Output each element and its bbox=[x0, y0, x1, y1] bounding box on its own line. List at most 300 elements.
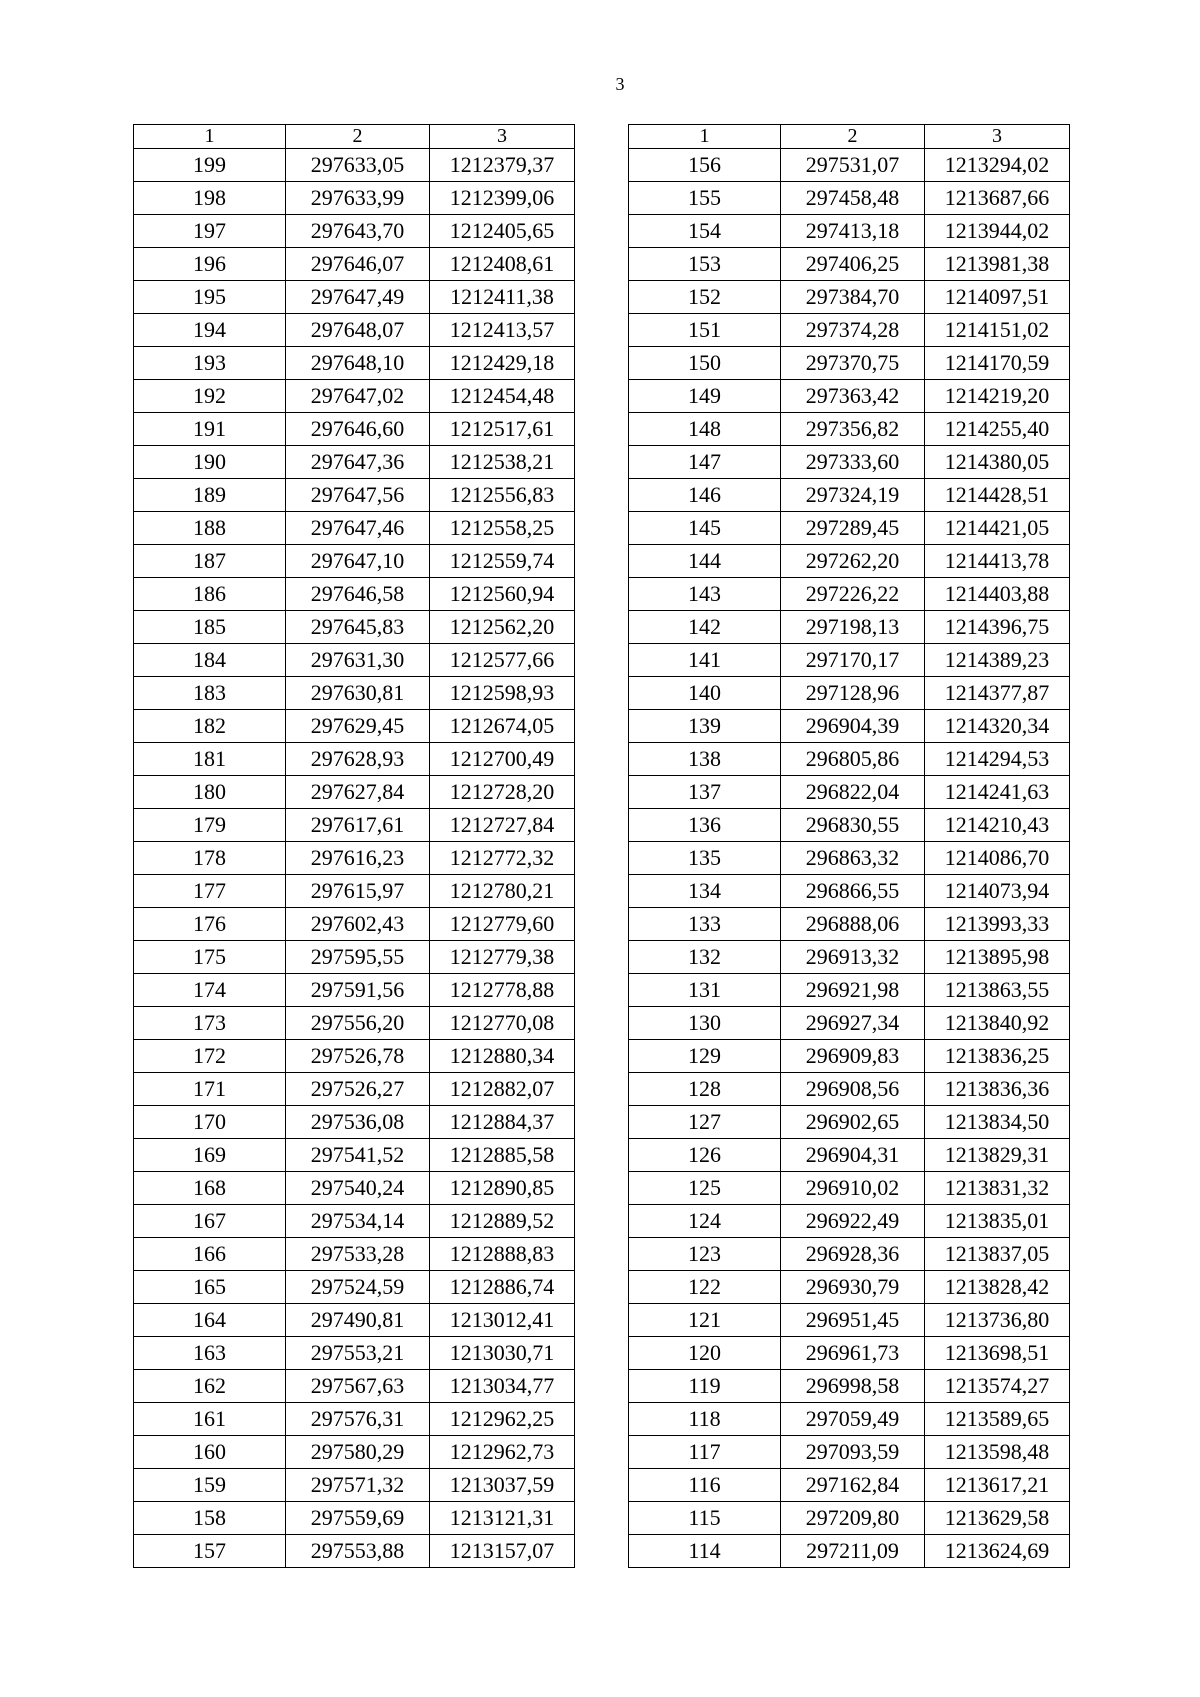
point-number-cell: 191 bbox=[134, 413, 286, 446]
x-coordinate-cell: 297615,97 bbox=[286, 875, 430, 908]
y-coordinate-cell: 1212379,37 bbox=[430, 149, 575, 182]
x-coordinate-cell: 297647,56 bbox=[286, 479, 430, 512]
table-row bbox=[629, 182, 1070, 215]
coordinates-table-left bbox=[133, 124, 575, 1568]
point-number-cell: 155 bbox=[629, 182, 781, 215]
y-coordinate-cell: 1214413,78 bbox=[925, 545, 1070, 578]
x-coordinate-cell: 296930,79 bbox=[781, 1271, 925, 1304]
x-coordinate-cell: 297559,69 bbox=[286, 1502, 430, 1535]
point-number-cell: 188 bbox=[134, 512, 286, 545]
point-number-cell: 114 bbox=[629, 1535, 781, 1568]
x-coordinate-cell: 296951,45 bbox=[781, 1304, 925, 1337]
point-number-cell: 178 bbox=[134, 842, 286, 875]
point-number-cell: 120 bbox=[629, 1337, 781, 1370]
point-number-cell: 189 bbox=[134, 479, 286, 512]
point-number-cell: 152 bbox=[629, 281, 781, 314]
table-row bbox=[629, 446, 1070, 479]
y-coordinate-cell: 1212880,34 bbox=[430, 1040, 575, 1073]
point-number-cell: 130 bbox=[629, 1007, 781, 1040]
x-coordinate-cell: 297567,63 bbox=[286, 1370, 430, 1403]
x-coordinate-cell: 297648,10 bbox=[286, 347, 430, 380]
y-coordinate-cell: 1212770,08 bbox=[430, 1007, 575, 1040]
point-number-cell: 129 bbox=[629, 1040, 781, 1073]
y-coordinate-cell: 1213294,02 bbox=[925, 149, 1070, 182]
point-number-cell: 145 bbox=[629, 512, 781, 545]
table-row bbox=[134, 545, 575, 578]
table-row bbox=[629, 1073, 1070, 1106]
point-number-cell: 194 bbox=[134, 314, 286, 347]
table-row bbox=[134, 479, 575, 512]
table-row bbox=[629, 1106, 1070, 1139]
x-coordinate-cell: 297384,70 bbox=[781, 281, 925, 314]
x-coordinate-cell: 297576,31 bbox=[286, 1403, 430, 1436]
point-number-cell: 136 bbox=[629, 809, 781, 842]
table-row bbox=[629, 1205, 1070, 1238]
point-number-cell: 170 bbox=[134, 1106, 286, 1139]
x-coordinate-cell: 297536,08 bbox=[286, 1106, 430, 1139]
y-coordinate-cell: 1214421,05 bbox=[925, 512, 1070, 545]
y-coordinate-cell: 1213836,36 bbox=[925, 1073, 1070, 1106]
x-coordinate-cell: 297226,22 bbox=[781, 578, 925, 611]
x-coordinate-cell: 297580,29 bbox=[286, 1436, 430, 1469]
point-number-cell: 128 bbox=[629, 1073, 781, 1106]
point-number-cell: 121 bbox=[629, 1304, 781, 1337]
y-coordinate-cell: 1213837,05 bbox=[925, 1238, 1070, 1271]
x-coordinate-cell: 297533,28 bbox=[286, 1238, 430, 1271]
table-row bbox=[629, 248, 1070, 281]
x-coordinate-cell: 297541,52 bbox=[286, 1139, 430, 1172]
x-coordinate-cell: 297534,14 bbox=[286, 1205, 430, 1238]
table-row bbox=[629, 1304, 1070, 1337]
x-coordinate-cell: 297628,93 bbox=[286, 743, 430, 776]
y-coordinate-cell: 1213829,31 bbox=[925, 1139, 1070, 1172]
y-coordinate-cell: 1213836,25 bbox=[925, 1040, 1070, 1073]
y-coordinate-cell: 1213121,31 bbox=[430, 1502, 575, 1535]
x-coordinate-cell: 297553,88 bbox=[286, 1535, 430, 1568]
point-number-cell: 197 bbox=[134, 215, 286, 248]
x-coordinate-cell: 297531,07 bbox=[781, 149, 925, 182]
y-coordinate-cell: 1212779,60 bbox=[430, 908, 575, 941]
x-coordinate-cell: 297591,56 bbox=[286, 974, 430, 1007]
point-number-cell: 142 bbox=[629, 611, 781, 644]
point-number-cell: 140 bbox=[629, 677, 781, 710]
point-number-cell: 181 bbox=[134, 743, 286, 776]
y-coordinate-cell: 1213828,42 bbox=[925, 1271, 1070, 1304]
y-coordinate-cell: 1212429,18 bbox=[430, 347, 575, 380]
point-number-cell: 183 bbox=[134, 677, 286, 710]
point-number-cell: 199 bbox=[134, 149, 286, 182]
y-coordinate-cell: 1213034,77 bbox=[430, 1370, 575, 1403]
y-coordinate-cell: 1213698,51 bbox=[925, 1337, 1070, 1370]
x-coordinate-cell: 297630,81 bbox=[286, 677, 430, 710]
table-row bbox=[629, 512, 1070, 545]
y-coordinate-cell: 1214170,59 bbox=[925, 347, 1070, 380]
table-row bbox=[629, 974, 1070, 1007]
point-number-cell: 141 bbox=[629, 644, 781, 677]
table-row bbox=[134, 380, 575, 413]
point-number-cell: 171 bbox=[134, 1073, 286, 1106]
y-coordinate-cell: 1213687,66 bbox=[925, 182, 1070, 215]
point-number-cell: 144 bbox=[629, 545, 781, 578]
x-coordinate-cell: 297374,28 bbox=[781, 314, 925, 347]
table-row bbox=[134, 248, 575, 281]
table-row bbox=[629, 149, 1070, 182]
x-coordinate-cell: 297646,60 bbox=[286, 413, 430, 446]
y-coordinate-cell: 1214389,23 bbox=[925, 644, 1070, 677]
point-number-cell: 157 bbox=[134, 1535, 286, 1568]
table-row bbox=[629, 413, 1070, 446]
point-number-cell: 172 bbox=[134, 1040, 286, 1073]
y-coordinate-cell: 1212517,61 bbox=[430, 413, 575, 446]
y-coordinate-cell: 1212556,83 bbox=[430, 479, 575, 512]
table-row bbox=[629, 380, 1070, 413]
table-row bbox=[629, 1172, 1070, 1205]
point-number-cell: 159 bbox=[134, 1469, 286, 1502]
table-row bbox=[134, 1007, 575, 1040]
table-header-row bbox=[629, 125, 1070, 149]
y-coordinate-cell: 1214320,34 bbox=[925, 710, 1070, 743]
table-row bbox=[134, 1337, 575, 1370]
table-row bbox=[629, 875, 1070, 908]
y-coordinate-cell: 1214219,20 bbox=[925, 380, 1070, 413]
y-coordinate-cell: 1214151,02 bbox=[925, 314, 1070, 347]
table-row bbox=[629, 1535, 1070, 1568]
x-coordinate-cell: 297526,27 bbox=[286, 1073, 430, 1106]
x-coordinate-cell: 297595,55 bbox=[286, 941, 430, 974]
coordinates-table-right bbox=[628, 124, 1070, 1568]
point-number-cell: 173 bbox=[134, 1007, 286, 1040]
y-coordinate-cell: 1214403,88 bbox=[925, 578, 1070, 611]
table-row bbox=[134, 1139, 575, 1172]
table-row bbox=[134, 1469, 575, 1502]
table-row bbox=[629, 776, 1070, 809]
y-coordinate-cell: 1212560,94 bbox=[430, 578, 575, 611]
y-coordinate-cell: 1213863,55 bbox=[925, 974, 1070, 1007]
x-coordinate-cell: 296822,04 bbox=[781, 776, 925, 809]
table-row bbox=[134, 1073, 575, 1106]
point-number-cell: 185 bbox=[134, 611, 286, 644]
y-coordinate-cell: 1212399,06 bbox=[430, 182, 575, 215]
point-number-cell: 196 bbox=[134, 248, 286, 281]
x-coordinate-cell: 296904,39 bbox=[781, 710, 925, 743]
y-coordinate-cell: 1213624,69 bbox=[925, 1535, 1070, 1568]
table-row bbox=[134, 644, 575, 677]
x-coordinate-cell: 297370,75 bbox=[781, 347, 925, 380]
point-number-cell: 154 bbox=[629, 215, 781, 248]
x-coordinate-cell: 297458,48 bbox=[781, 182, 925, 215]
table-row bbox=[134, 149, 575, 182]
table-row bbox=[134, 182, 575, 215]
y-coordinate-cell: 1214377,87 bbox=[925, 677, 1070, 710]
table-row bbox=[134, 314, 575, 347]
point-number-cell: 195 bbox=[134, 281, 286, 314]
y-coordinate-cell: 1212962,25 bbox=[430, 1403, 575, 1436]
x-coordinate-cell: 297643,70 bbox=[286, 215, 430, 248]
point-number-cell: 126 bbox=[629, 1139, 781, 1172]
table-row bbox=[134, 743, 575, 776]
column-header-x: 2 bbox=[781, 125, 925, 149]
point-number-cell: 150 bbox=[629, 347, 781, 380]
point-number-cell: 151 bbox=[629, 314, 781, 347]
point-number-cell: 117 bbox=[629, 1436, 781, 1469]
x-coordinate-cell: 297553,21 bbox=[286, 1337, 430, 1370]
point-number-cell: 123 bbox=[629, 1238, 781, 1271]
point-number-cell: 127 bbox=[629, 1106, 781, 1139]
point-number-cell: 186 bbox=[134, 578, 286, 611]
x-coordinate-cell: 297162,84 bbox=[781, 1469, 925, 1502]
x-coordinate-cell: 297647,10 bbox=[286, 545, 430, 578]
table-row bbox=[134, 215, 575, 248]
x-coordinate-cell: 296888,06 bbox=[781, 908, 925, 941]
y-coordinate-cell: 1214097,51 bbox=[925, 281, 1070, 314]
x-coordinate-cell: 297646,07 bbox=[286, 248, 430, 281]
x-coordinate-cell: 297647,36 bbox=[286, 446, 430, 479]
x-coordinate-cell: 297526,78 bbox=[286, 1040, 430, 1073]
table-row bbox=[134, 512, 575, 545]
column-header-x: 2 bbox=[286, 125, 430, 149]
table-row bbox=[629, 611, 1070, 644]
table-row bbox=[134, 578, 575, 611]
y-coordinate-cell: 1214073,94 bbox=[925, 875, 1070, 908]
x-coordinate-cell: 297556,20 bbox=[286, 1007, 430, 1040]
table-row bbox=[629, 281, 1070, 314]
y-coordinate-cell: 1214255,40 bbox=[925, 413, 1070, 446]
y-coordinate-cell: 1213840,92 bbox=[925, 1007, 1070, 1040]
point-number-cell: 133 bbox=[629, 908, 781, 941]
x-coordinate-cell: 297633,05 bbox=[286, 149, 430, 182]
x-coordinate-cell: 297631,30 bbox=[286, 644, 430, 677]
y-coordinate-cell: 1212562,20 bbox=[430, 611, 575, 644]
table-row bbox=[134, 1271, 575, 1304]
table-row bbox=[629, 743, 1070, 776]
x-coordinate-cell: 297059,49 bbox=[781, 1403, 925, 1436]
table-row bbox=[134, 842, 575, 875]
y-coordinate-cell: 1212577,66 bbox=[430, 644, 575, 677]
x-coordinate-cell: 297262,20 bbox=[781, 545, 925, 578]
point-number-cell: 138 bbox=[629, 743, 781, 776]
y-coordinate-cell: 1212727,84 bbox=[430, 809, 575, 842]
point-number-cell: 125 bbox=[629, 1172, 781, 1205]
y-coordinate-cell: 1212886,74 bbox=[430, 1271, 575, 1304]
point-number-cell: 193 bbox=[134, 347, 286, 380]
table-row bbox=[134, 1172, 575, 1205]
y-coordinate-cell: 1213835,01 bbox=[925, 1205, 1070, 1238]
table-row bbox=[134, 677, 575, 710]
table-row bbox=[134, 446, 575, 479]
point-number-cell: 116 bbox=[629, 1469, 781, 1502]
table-row bbox=[629, 545, 1070, 578]
point-number-cell: 132 bbox=[629, 941, 781, 974]
point-number-cell: 139 bbox=[629, 710, 781, 743]
table-row bbox=[629, 1139, 1070, 1172]
x-coordinate-cell: 297647,02 bbox=[286, 380, 430, 413]
point-number-cell: 174 bbox=[134, 974, 286, 1007]
x-coordinate-cell: 296910,02 bbox=[781, 1172, 925, 1205]
x-coordinate-cell: 296830,55 bbox=[781, 809, 925, 842]
point-number-cell: 179 bbox=[134, 809, 286, 842]
table-row bbox=[134, 1535, 575, 1568]
y-coordinate-cell: 1213012,41 bbox=[430, 1304, 575, 1337]
x-coordinate-cell: 297648,07 bbox=[286, 314, 430, 347]
table-row bbox=[134, 974, 575, 1007]
y-coordinate-cell: 1214210,43 bbox=[925, 809, 1070, 842]
x-coordinate-cell: 296928,36 bbox=[781, 1238, 925, 1271]
y-coordinate-cell: 1212405,65 bbox=[430, 215, 575, 248]
x-coordinate-cell: 296927,34 bbox=[781, 1007, 925, 1040]
x-coordinate-cell: 296908,56 bbox=[781, 1073, 925, 1106]
point-number-cell: 148 bbox=[629, 413, 781, 446]
point-number-cell: 184 bbox=[134, 644, 286, 677]
column-header-y: 3 bbox=[925, 125, 1070, 149]
point-number-cell: 143 bbox=[629, 578, 781, 611]
y-coordinate-cell: 1213981,38 bbox=[925, 248, 1070, 281]
table-row bbox=[629, 908, 1070, 941]
table-row bbox=[134, 1403, 575, 1436]
x-coordinate-cell: 297333,60 bbox=[781, 446, 925, 479]
table-row bbox=[134, 1040, 575, 1073]
point-number-cell: 118 bbox=[629, 1403, 781, 1436]
point-number-cell: 149 bbox=[629, 380, 781, 413]
point-number-cell: 164 bbox=[134, 1304, 286, 1337]
point-number-cell: 168 bbox=[134, 1172, 286, 1205]
x-coordinate-cell: 297617,61 bbox=[286, 809, 430, 842]
table-row bbox=[629, 710, 1070, 743]
table-row bbox=[134, 347, 575, 380]
point-number-cell: 160 bbox=[134, 1436, 286, 1469]
point-number-cell: 161 bbox=[134, 1403, 286, 1436]
y-coordinate-cell: 1213895,98 bbox=[925, 941, 1070, 974]
table-row bbox=[629, 215, 1070, 248]
y-coordinate-cell: 1212882,07 bbox=[430, 1073, 575, 1106]
table-row bbox=[629, 1007, 1070, 1040]
x-coordinate-cell: 297490,81 bbox=[286, 1304, 430, 1337]
y-coordinate-cell: 1212885,58 bbox=[430, 1139, 575, 1172]
point-number-cell: 198 bbox=[134, 182, 286, 215]
y-coordinate-cell: 1213598,48 bbox=[925, 1436, 1070, 1469]
table-row bbox=[134, 710, 575, 743]
y-coordinate-cell: 1212674,05 bbox=[430, 710, 575, 743]
y-coordinate-cell: 1212700,49 bbox=[430, 743, 575, 776]
point-number-cell: 180 bbox=[134, 776, 286, 809]
x-coordinate-cell: 297629,45 bbox=[286, 710, 430, 743]
table-row bbox=[134, 1304, 575, 1337]
x-coordinate-cell: 297647,49 bbox=[286, 281, 430, 314]
table-row bbox=[134, 1370, 575, 1403]
x-coordinate-cell: 297198,13 bbox=[781, 611, 925, 644]
y-coordinate-cell: 1213834,50 bbox=[925, 1106, 1070, 1139]
y-coordinate-cell: 1212890,85 bbox=[430, 1172, 575, 1205]
point-number-cell: 146 bbox=[629, 479, 781, 512]
y-coordinate-cell: 1212413,57 bbox=[430, 314, 575, 347]
column-header-point: 1 bbox=[629, 125, 781, 149]
table-row bbox=[629, 1040, 1070, 1073]
x-coordinate-cell: 297645,83 bbox=[286, 611, 430, 644]
x-coordinate-cell: 297128,96 bbox=[781, 677, 925, 710]
point-number-cell: 124 bbox=[629, 1205, 781, 1238]
y-coordinate-cell: 1212780,21 bbox=[430, 875, 575, 908]
point-number-cell: 190 bbox=[134, 446, 286, 479]
point-number-cell: 147 bbox=[629, 446, 781, 479]
y-coordinate-cell: 1212728,20 bbox=[430, 776, 575, 809]
point-number-cell: 163 bbox=[134, 1337, 286, 1370]
table-row bbox=[134, 281, 575, 314]
table-row bbox=[629, 1403, 1070, 1436]
point-number-cell: 187 bbox=[134, 545, 286, 578]
table-row bbox=[629, 479, 1070, 512]
table-row bbox=[629, 1502, 1070, 1535]
point-number-cell: 119 bbox=[629, 1370, 781, 1403]
column-header-point: 1 bbox=[134, 125, 286, 149]
point-number-cell: 169 bbox=[134, 1139, 286, 1172]
x-coordinate-cell: 296902,65 bbox=[781, 1106, 925, 1139]
x-coordinate-cell: 296921,98 bbox=[781, 974, 925, 1007]
page-number: 3 bbox=[615, 74, 625, 94]
y-coordinate-cell: 1212889,52 bbox=[430, 1205, 575, 1238]
x-coordinate-cell: 296922,49 bbox=[781, 1205, 925, 1238]
y-coordinate-cell: 1213617,21 bbox=[925, 1469, 1070, 1502]
y-coordinate-cell: 1212888,83 bbox=[430, 1238, 575, 1271]
y-coordinate-cell: 1212454,48 bbox=[430, 380, 575, 413]
table-row bbox=[134, 1106, 575, 1139]
table-row bbox=[629, 578, 1070, 611]
y-coordinate-cell: 1213831,32 bbox=[925, 1172, 1070, 1205]
point-number-cell: 122 bbox=[629, 1271, 781, 1304]
table-row bbox=[629, 941, 1070, 974]
table-row bbox=[629, 1238, 1070, 1271]
table-row bbox=[134, 611, 575, 644]
point-number-cell: 115 bbox=[629, 1502, 781, 1535]
y-coordinate-cell: 1213589,65 bbox=[925, 1403, 1070, 1436]
y-coordinate-cell: 1212559,74 bbox=[430, 545, 575, 578]
x-coordinate-cell: 296961,73 bbox=[781, 1337, 925, 1370]
x-coordinate-cell: 296909,83 bbox=[781, 1040, 925, 1073]
point-number-cell: 134 bbox=[629, 875, 781, 908]
x-coordinate-cell: 296805,86 bbox=[781, 743, 925, 776]
table-row bbox=[629, 1337, 1070, 1370]
x-coordinate-cell: 297602,43 bbox=[286, 908, 430, 941]
point-number-cell: 158 bbox=[134, 1502, 286, 1535]
point-number-cell: 162 bbox=[134, 1370, 286, 1403]
table-row bbox=[629, 809, 1070, 842]
y-coordinate-cell: 1214428,51 bbox=[925, 479, 1070, 512]
x-coordinate-cell: 296863,32 bbox=[781, 842, 925, 875]
point-number-cell: 153 bbox=[629, 248, 781, 281]
point-number-cell: 182 bbox=[134, 710, 286, 743]
point-number-cell: 156 bbox=[629, 149, 781, 182]
x-coordinate-cell: 297571,32 bbox=[286, 1469, 430, 1502]
y-coordinate-cell: 1214241,63 bbox=[925, 776, 1070, 809]
y-coordinate-cell: 1213157,07 bbox=[430, 1535, 575, 1568]
x-coordinate-cell: 297209,80 bbox=[781, 1502, 925, 1535]
table-row bbox=[134, 776, 575, 809]
x-coordinate-cell: 297406,25 bbox=[781, 248, 925, 281]
table-row bbox=[629, 1370, 1070, 1403]
point-number-cell: 175 bbox=[134, 941, 286, 974]
y-coordinate-cell: 1212598,93 bbox=[430, 677, 575, 710]
y-coordinate-cell: 1213037,59 bbox=[430, 1469, 575, 1502]
point-number-cell: 167 bbox=[134, 1205, 286, 1238]
x-coordinate-cell: 297646,58 bbox=[286, 578, 430, 611]
point-number-cell: 135 bbox=[629, 842, 781, 875]
x-coordinate-cell: 297363,42 bbox=[781, 380, 925, 413]
x-coordinate-cell: 297289,45 bbox=[781, 512, 925, 545]
column-header-y: 3 bbox=[430, 125, 575, 149]
table-row bbox=[629, 1271, 1070, 1304]
x-coordinate-cell: 297627,84 bbox=[286, 776, 430, 809]
table-row bbox=[134, 875, 575, 908]
x-coordinate-cell: 296904,31 bbox=[781, 1139, 925, 1172]
y-coordinate-cell: 1214294,53 bbox=[925, 743, 1070, 776]
